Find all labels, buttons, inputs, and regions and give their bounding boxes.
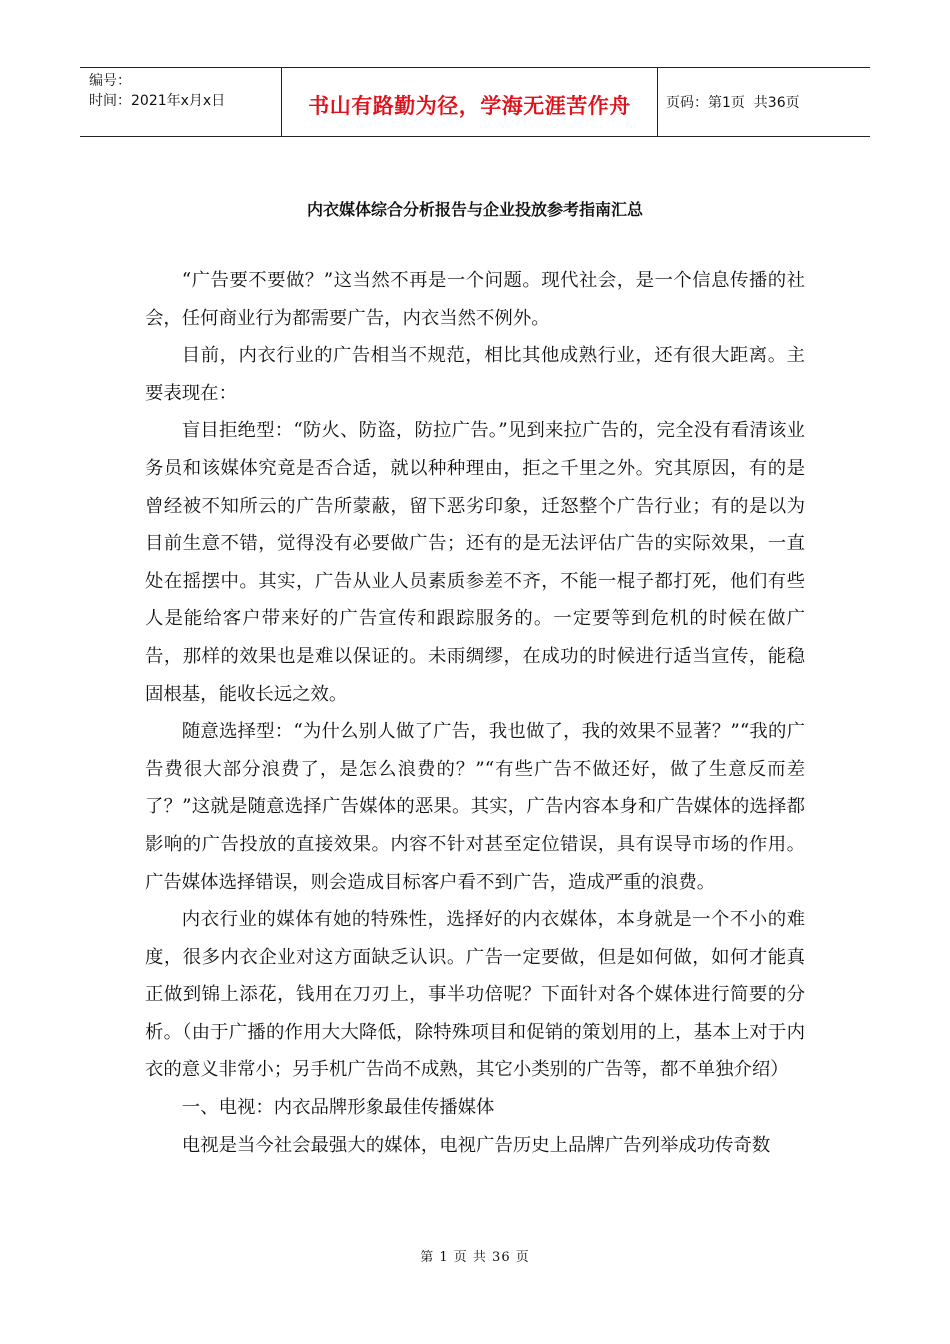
- header-page-code: 页码：第1页 共36页: [666, 95, 800, 111]
- header-page-cell: [658, 68, 870, 136]
- paragraph: 电视是当今社会最强大的媒体，电视广告历史上品牌广告列举成功传奇数: [181, 1134, 771, 1156]
- header-meta: [80, 68, 282, 136]
- paragraph: 随意选择型：“为什么别人做了广告，我也做了，我的效果不显著？”“我的广告费很大部分浪费了，是怎么浪费的？”“有些广告不做还好，做了生意反而差了？”这就是随意选择广告媒体的恶果。其实，广告内容本身和广告媒体的选择都影响的广告投放的直接效果。内容不针对甚至定位错误，具有误导市场的作用。广告媒体选择错误，则会造成目标客户看不到广告，造成严重的浪费。: [145, 721, 805, 893]
- section-heading: 一、电视：内衣品牌形象最佳传播媒体: [181, 1097, 495, 1119]
- document-body: [145, 262, 805, 1164]
- document-title: 内衣媒体综合分析报告与企业投放参考指南汇总: [306, 200, 643, 219]
- paragraph: “广告要不要做？”这当然不再是一个问题。现代社会，是一个信息传播的社会，任何商业行为都需要广告，内衣当然不例外。: [145, 270, 805, 329]
- date-label: 时间：2021年x月x日: [89, 93, 226, 109]
- page-header: [80, 67, 870, 137]
- page-footer: 第 1 页 共 36 页: [420, 1250, 530, 1265]
- paragraph: 内衣行业的媒体有她的特殊性，选择好的内衣媒体，本身就是一个不小的难度，很多内衣企业对这方面缺乏认识。广告一定要做，但是如何做，如何才能真正做到锦上添花，钱用在刀刃上，事半功倍呢？下面针对各个媒体进行简要的分析。（由于广播的作用大大降低，除特殊项目和促销的策划用的上，基本上对于内衣的意义非常小；另手机广告尚不成熟，其它小类别的广告等，都不单独介绍）: [145, 909, 805, 1081]
- paragraph: 目前，内衣行业的广告相当不规范，相比其他成熟行业，还有很大距离。主要表现在：: [145, 345, 805, 404]
- paragraph: 盲目拒绝型：“防火、防盗，防拉广告。”见到来拉广告的，完全没有看清该业务员和该媒体究竟是否合适，就以种种理由，拒之千里之外。究其原因，有的是曾经被不知所云的广告所蒙蔽，留下恶劣印象，迁怒整个广告行业；有的是以为目前生意不错，觉得没有必要做广告；还有的是无法评估广告的实际效果，一直处在摇摆中。其实，广告从业人员素质参差不齐，不能一棍子都打死，他们有些人是能给客户带来好的广告宣传和跟踪服务的。一定要等到危机的时候在做广告，那样的效果也是难以保证的。未雨绸缪，在成功的时候进行适当宣传，能稳固根基，能收长远之效。: [145, 420, 805, 705]
- header-motto-cell: [282, 68, 658, 136]
- serial-number-label: 编号：: [89, 73, 131, 89]
- header-motto: 书山有路勤为径，学海无涯苦作舟: [308, 94, 631, 118]
